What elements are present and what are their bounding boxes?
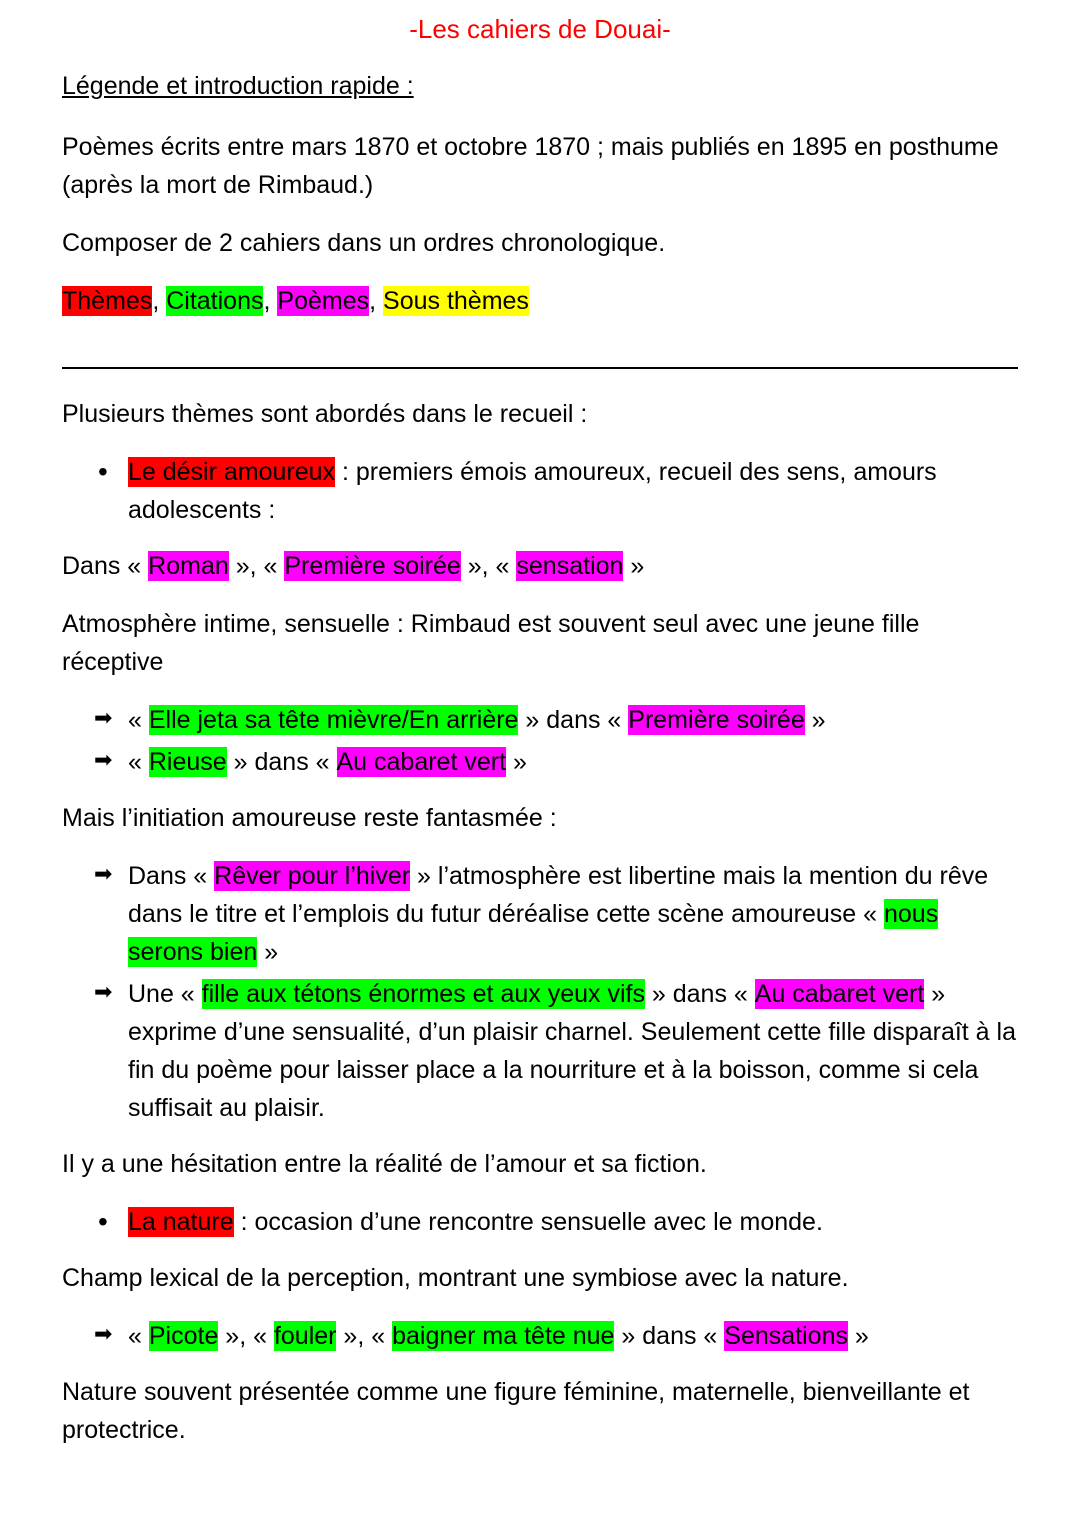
section-heading-legend: Légende et introduction rapide : (62, 72, 414, 101)
poem-roman: Roman (148, 551, 229, 580)
citation-fille-aux-tetons: fille aux tétons énormes et aux yeux vifs (201, 979, 645, 1008)
bullet-list-nature (62, 1203, 1018, 1241)
list-item (62, 1203, 1018, 1241)
poem-premiere-soiree: Première soirée (284, 551, 461, 580)
dans-suffix: » (623, 551, 645, 580)
arrow-1-open: « (128, 705, 149, 734)
arrow-list-citations-3 (62, 1317, 1018, 1355)
poem-premiere-soiree-2: Première soirée (628, 705, 805, 734)
page-title: -Les cahiers de Douai- (409, 14, 671, 44)
bullet-1-text: : premiers émois amoureux, recueil des sens, amours adolescents : (128, 457, 937, 524)
themes-intro-line: Plusieurs thèmes sont abordés dans le recueil : (62, 399, 588, 428)
legend-key (62, 282, 1018, 321)
legend-citations: Citations (166, 286, 264, 315)
legend-sous-themes: Sous thèmes (383, 286, 529, 315)
poem-sensations: Sensations (724, 1321, 848, 1350)
arrow-2-close: » (506, 747, 527, 776)
list-item (62, 701, 1018, 739)
citation-elle-jeta: Elle jeta sa tête mièvre/En arrière (148, 705, 519, 734)
intro-paragraph-1: Poèmes écrits entre mars 1870 et octobre 1870 ; mais publiés en 1895 en posthume (après la mort de Rimbaud.) (62, 132, 999, 199)
poem-au-cabaret-vert: Au cabaret vert (336, 747, 507, 776)
list-item (62, 743, 1018, 781)
nature-paragraph: Nature souvent présentée comme une figure féminine, maternelle, bienveillante et protectrice. (62, 1377, 970, 1444)
dans-mid-2: », « (460, 551, 517, 580)
legend-sep-1: , (152, 286, 167, 315)
legend-sep-2: , (263, 286, 278, 315)
arrow-3-mid: » l’atmosphère est libertine mais la mention du rêve dans le titre et l’emplois du futur déréalise cette scène amoureuse « (128, 861, 989, 928)
list-item (62, 975, 1018, 1127)
horizontal-divider (62, 367, 1018, 369)
arrow-5-mid-2: », « (336, 1321, 393, 1350)
champ-lexical-paragraph: Champ lexical de la perception, montrant une symbiose avec la nature. (62, 1263, 849, 1292)
arrow-list-citations-1 (62, 701, 1018, 781)
dans-prefix: Dans « (62, 551, 149, 580)
intro-paragraph-2: Composer de 2 cahiers dans un ordres chronologique. (62, 228, 666, 257)
list-item (62, 453, 1018, 529)
legend-poemes: Poèmes (277, 286, 370, 315)
arrow-5-open: « (128, 1321, 149, 1350)
citation-baigner-ma-tete-nue: baigner ma tête nue (392, 1321, 615, 1350)
arrow-1-mid: » dans « (518, 705, 629, 734)
arrow-1-close: » (804, 705, 826, 734)
arrow-2-open: « (128, 747, 149, 776)
bullet-list-desir (62, 453, 1018, 529)
citation-rieuse: Rieuse (148, 747, 227, 776)
citation-fouler: fouler (273, 1321, 337, 1350)
poem-rever-pour-lhiver: Rêver pour l’hiver (214, 861, 411, 890)
poem-au-cabaret-vert-2: Au cabaret vert (754, 979, 925, 1008)
legend-themes: Thèmes (62, 286, 153, 315)
arrow-5-close: » (847, 1321, 869, 1350)
atmosphere-paragraph: Atmosphère intime, sensuelle : Rimbaud est souvent seul avec une jeune fille réceptive (62, 609, 920, 676)
arrow-4-prefix: Une « (128, 979, 202, 1008)
citation-nous-serons-bien: nous serons bien (128, 899, 939, 966)
arrow-4-close: » exprime d’une sensualité, d’un plaisir charnel. Seulement cette fille disparaît à la fin du poème pour laisser place a la nourriture et à la boisson, comme si cela suffisait au plaisir. (128, 979, 1016, 1122)
initiation-paragraph: Mais l’initiation amoureuse reste fantasmée : (62, 803, 557, 832)
list-item (62, 1317, 1018, 1355)
arrow-5-mid-3: » dans « (614, 1321, 725, 1350)
hesitation-paragraph: Il y a une hésitation entre la réalité de l’amour et sa fiction. (62, 1149, 707, 1178)
theme-la-nature: La nature (128, 1207, 234, 1236)
arrow-list-citations-2 (62, 857, 1018, 1127)
arrow-3-prefix: Dans « (128, 861, 215, 890)
poem-sensation: sensation (516, 551, 624, 580)
arrow-5-mid-1: », « (218, 1321, 274, 1350)
arrow-4-mid: » dans « (644, 979, 755, 1008)
dans-poems-line (62, 547, 1018, 585)
arrow-2-mid: » dans « (226, 747, 337, 776)
dans-mid-1: », « (228, 551, 285, 580)
legend-sep-3: , (369, 286, 384, 315)
theme-desir-amoureux: Le désir amoureux (128, 457, 336, 486)
citation-picote: Picote (148, 1321, 219, 1350)
list-item (62, 857, 1018, 971)
bullet-2-text: : occasion d’une rencontre sensuelle avec le monde. (233, 1207, 823, 1236)
arrow-3-close: » (257, 937, 279, 966)
